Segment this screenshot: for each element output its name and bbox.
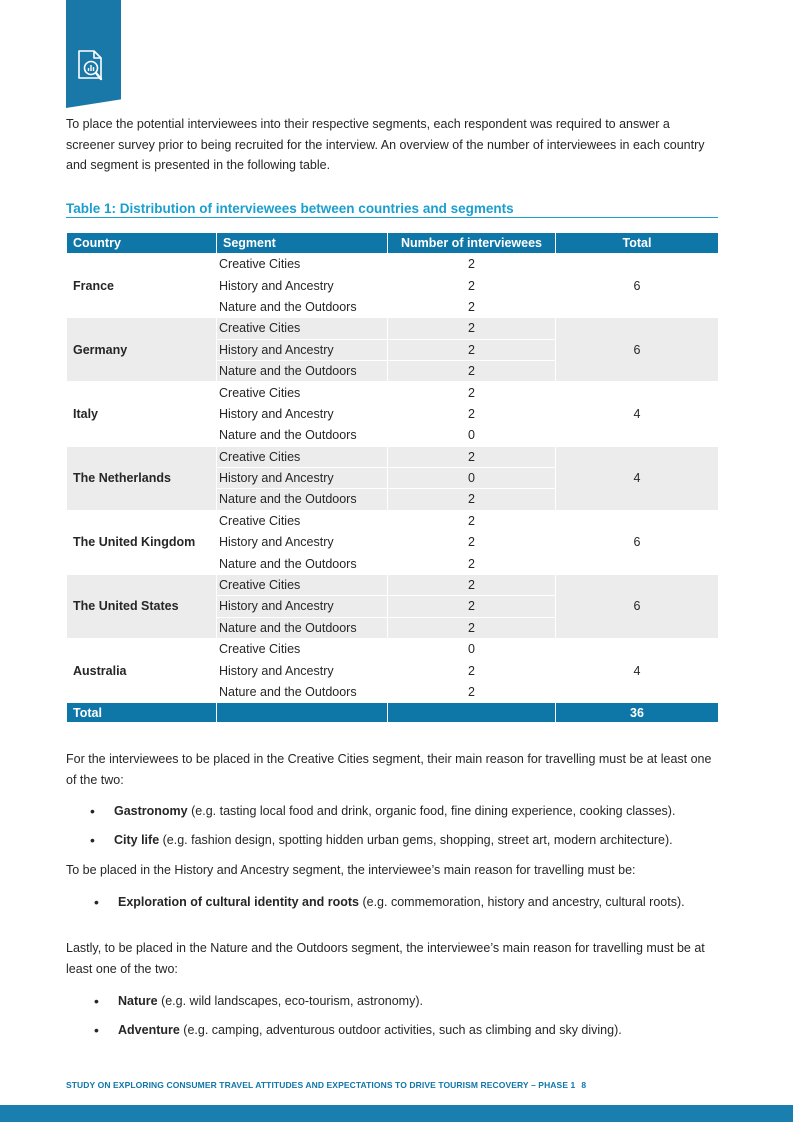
page-footer xyxy=(66,1080,586,1090)
list-item-desc: (e.g. tasting local food and drink, organic food, fine dining experience, cooking classes). xyxy=(187,804,676,818)
table-body xyxy=(67,254,719,703)
interviewees-cell: 2 xyxy=(388,532,556,553)
segment-cell: Creative Cities xyxy=(217,382,388,403)
interviewees-cell: 2 xyxy=(388,254,556,275)
country-total-cell: 6 xyxy=(556,510,719,574)
segment-cell: History and Ancestry xyxy=(217,532,388,553)
segment-cell: Nature and the Outdoors xyxy=(217,617,388,638)
country-total-cell: 4 xyxy=(556,382,719,446)
interviewees-cell: 0 xyxy=(388,467,556,488)
segment-cell: Nature and the Outdoors xyxy=(217,425,388,446)
creative-list xyxy=(90,803,675,849)
segment-cell: Creative Cities xyxy=(217,510,388,531)
distribution-table xyxy=(66,233,719,723)
header-tab xyxy=(66,0,121,108)
interviewees-cell: 2 xyxy=(388,360,556,381)
intro-paragraph: To place the potential interviewees into their respective segments, each respondent was required to answer a screener survey prior to being recruited for the interview. An overview of the number of interviewees in each country and segment is presented in the following table. xyxy=(66,117,705,172)
list-item-term: City life xyxy=(114,833,160,847)
list-item-term: Gastronomy xyxy=(114,804,188,818)
history-list xyxy=(94,894,694,911)
segment-cell: Nature and the Outdoors xyxy=(217,360,388,381)
country-cell: The United States xyxy=(67,574,217,638)
grand-total: 36 xyxy=(556,703,719,723)
list-item xyxy=(90,832,675,849)
table-row xyxy=(67,574,719,595)
list-item-term: Adventure xyxy=(118,1023,180,1037)
segment-cell: Creative Cities xyxy=(217,639,388,660)
country-total-cell: 6 xyxy=(556,574,719,638)
nature-intro: Lastly, to be placed in the Nature and the Outdoors segment, the interviewee’s main reason for travelling must be at least one of the two: xyxy=(66,941,705,976)
header-country: Country xyxy=(67,233,217,254)
interviewees-cell: 2 xyxy=(388,596,556,617)
header-interviewees: Number of interviewees xyxy=(388,233,556,254)
table-row xyxy=(67,382,719,403)
segment-cell: History and Ancestry xyxy=(217,467,388,488)
segment-cell: History and Ancestry xyxy=(217,275,388,296)
page-number: 8 xyxy=(581,1080,587,1090)
history-intro: To be placed in the History and Ancestry segment, the interviewee’s main reason for travelling must be: xyxy=(66,863,636,877)
table-row xyxy=(67,639,719,660)
footer-bar xyxy=(0,1105,793,1122)
total-empty-number xyxy=(388,703,556,723)
interviewees-cell: 2 xyxy=(388,275,556,296)
header-total: Total xyxy=(556,233,719,254)
table-total-row xyxy=(67,703,719,723)
list-item xyxy=(90,803,675,820)
segment-cell: Creative Cities xyxy=(217,574,388,595)
header-segment: Segment xyxy=(217,233,388,254)
list-item xyxy=(94,894,694,911)
interviewees-cell: 2 xyxy=(388,489,556,510)
interviewees-cell: 2 xyxy=(388,446,556,467)
segment-cell: Creative Cities xyxy=(217,318,388,339)
segment-cell: Nature and the Outdoors xyxy=(217,553,388,574)
table-header-row xyxy=(67,233,719,254)
segment-cell: History and Ancestry xyxy=(217,403,388,424)
list-item-desc: (e.g. camping, adventurous outdoor activities, such as climbing and sky diving). xyxy=(179,1023,622,1037)
table-row xyxy=(67,446,719,467)
table-caption: Table 1: Distribution of interviewees between countries and segments xyxy=(66,201,718,218)
table-row xyxy=(67,254,719,275)
list-item-term: Nature xyxy=(118,994,158,1008)
interviewees-cell: 2 xyxy=(388,318,556,339)
nature-list xyxy=(94,993,622,1039)
segment-cell: History and Ancestry xyxy=(217,660,388,681)
country-total-cell: 4 xyxy=(556,446,719,510)
list-item-desc: (e.g. wild landscapes, eco-tourism, astronomy). xyxy=(157,994,423,1008)
country-total-cell: 6 xyxy=(556,318,719,382)
country-total-cell: 4 xyxy=(556,639,719,703)
segment-cell: Nature and the Outdoors xyxy=(217,296,388,317)
table-row xyxy=(67,318,719,339)
interviewees-cell: 2 xyxy=(388,339,556,360)
country-cell: The United Kingdom xyxy=(67,510,217,574)
interviewees-cell: 2 xyxy=(388,296,556,317)
segment-cell: History and Ancestry xyxy=(217,596,388,617)
country-total-cell: 6 xyxy=(556,254,719,318)
country-cell: Australia xyxy=(67,639,217,703)
interviewees-cell: 2 xyxy=(388,660,556,681)
interviewees-cell: 2 xyxy=(388,553,556,574)
interviewees-cell: 0 xyxy=(388,425,556,446)
interviewees-cell: 0 xyxy=(388,639,556,660)
list-item-desc: (e.g. commemoration, history and ancestry, cultural roots). xyxy=(359,895,685,909)
list-item xyxy=(94,1022,622,1039)
segment-cell: Creative Cities xyxy=(217,446,388,467)
creative-intro: For the interviewees to be placed in the Creative Cities segment, their main reason for travelling must be at least one of the two: xyxy=(66,752,712,787)
document-analytics-icon xyxy=(75,48,111,88)
total-label: Total xyxy=(67,703,217,723)
list-item-term: Exploration of cultural identity and roots xyxy=(118,895,359,909)
country-cell: The Netherlands xyxy=(67,446,217,510)
segment-cell: Creative Cities xyxy=(217,254,388,275)
segment-cell: Nature and the Outdoors xyxy=(217,681,388,702)
interviewees-cell: 2 xyxy=(388,617,556,638)
interviewees-cell: 2 xyxy=(388,403,556,424)
interviewees-cell: 2 xyxy=(388,574,556,595)
country-cell: Italy xyxy=(67,382,217,446)
segment-cell: History and Ancestry xyxy=(217,339,388,360)
footer-title: STUDY ON EXPLORING CONSUMER TRAVEL ATTITUDES AND EXPECTATIONS TO DRIVE TOURISM RECOVERY – PHASE 1 xyxy=(66,1080,576,1090)
interviewees-cell: 2 xyxy=(388,382,556,403)
country-cell: Germany xyxy=(67,318,217,382)
table-row xyxy=(67,510,719,531)
list-item-desc: (e.g. fashion design, spotting hidden urban gems, shopping, street art, modern architecture). xyxy=(159,833,673,847)
total-empty-segment xyxy=(217,703,388,723)
list-item xyxy=(94,993,622,1010)
interviewees-cell: 2 xyxy=(388,510,556,531)
interviewees-cell: 2 xyxy=(388,681,556,702)
country-cell: France xyxy=(67,254,217,318)
segment-cell: Nature and the Outdoors xyxy=(217,489,388,510)
